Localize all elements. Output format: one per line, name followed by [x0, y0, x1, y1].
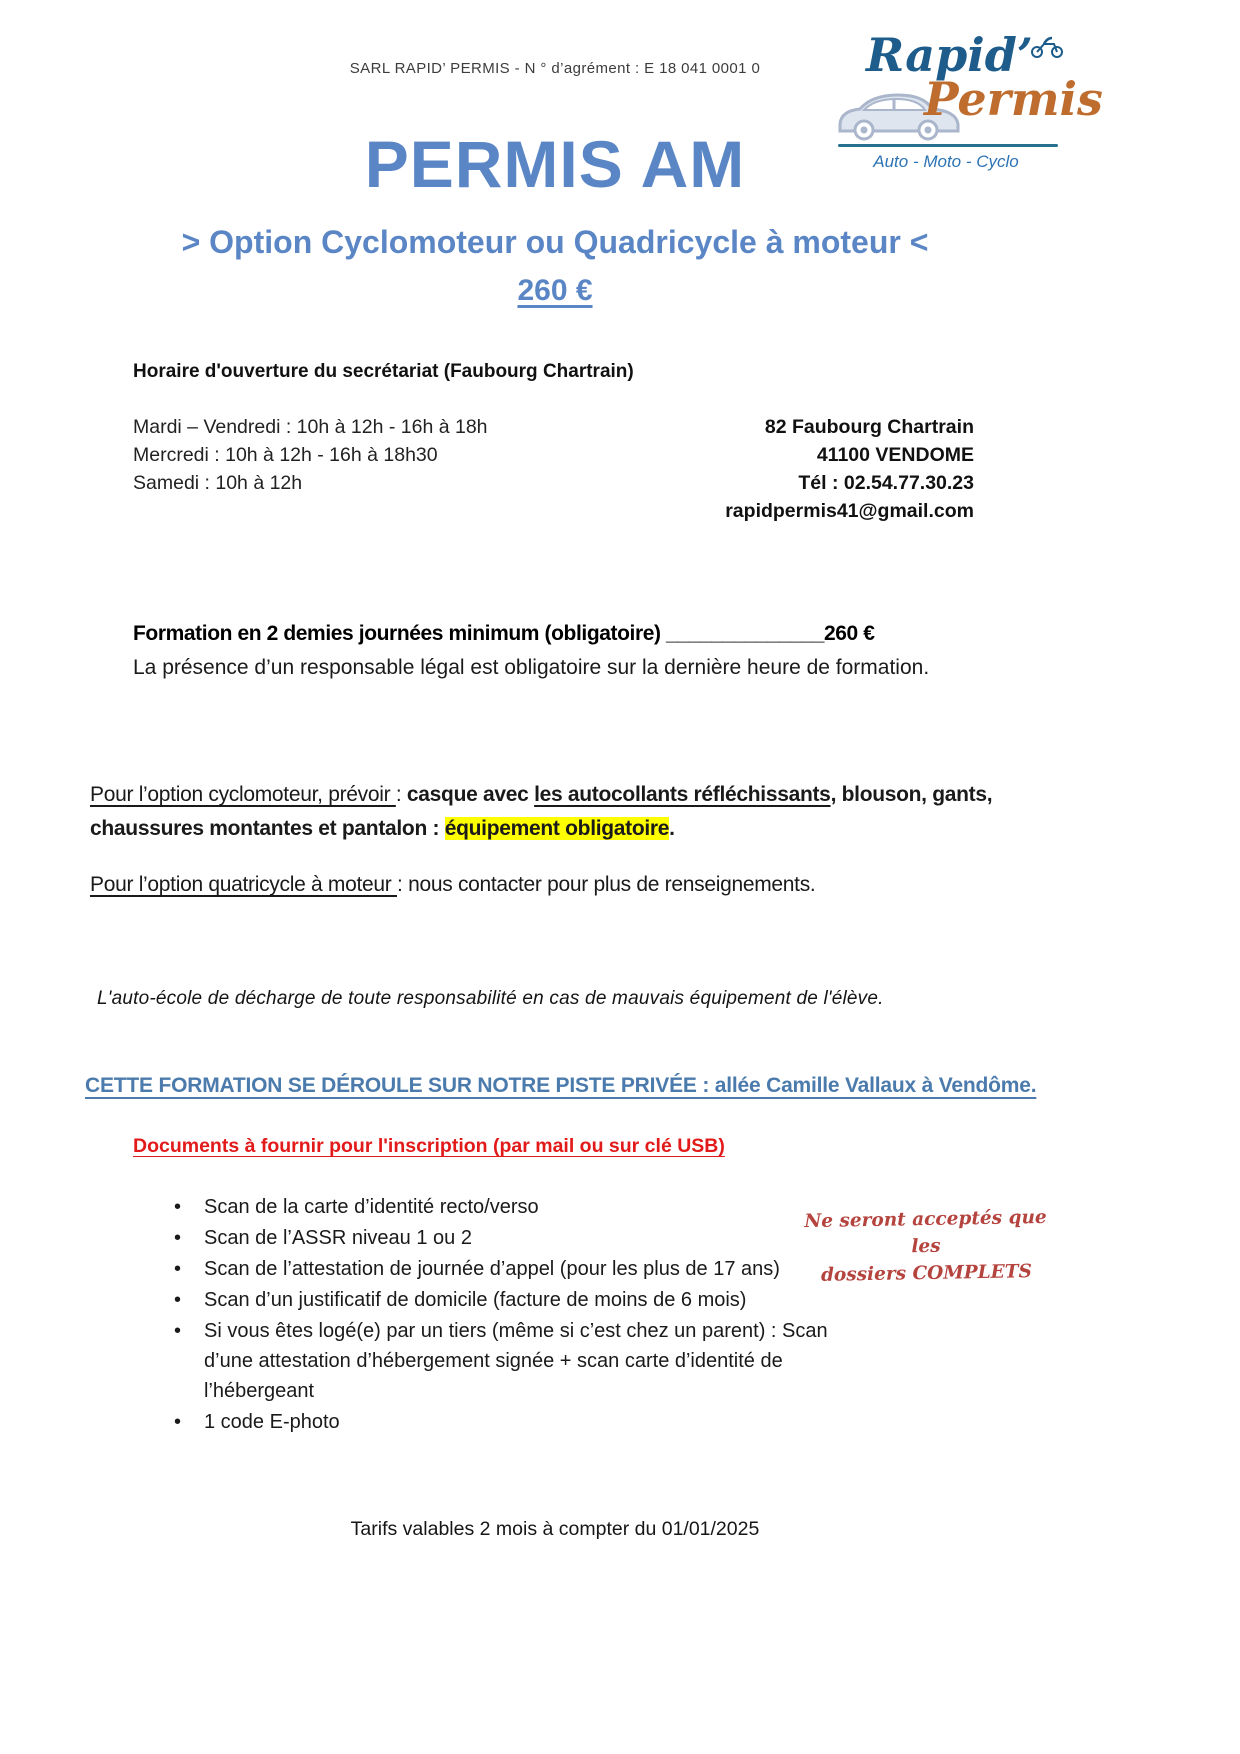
- cyclo-option-separator: :: [395, 783, 407, 806]
- private-track-line: CETTE FORMATION SE DÉROULE SUR NOTRE PISTE PRIVÉE : allée Camille Vallaux à Vendôme.: [85, 1074, 1037, 1097]
- formation-section: [133, 622, 995, 683]
- documents-heading: Documents à fournir pour l'inscription (par mail ou sur clé USB): [133, 1135, 725, 1157]
- liability-disclaimer: L'auto-école de décharge de toute responsabilité en cas de mauvais équipement de l'élève.: [97, 988, 884, 1009]
- cyclo-option-stickers: les autocollants réfléchissants: [534, 783, 831, 806]
- document-item: • Scan de l’attestation de journée d’appel (pour les plus de 17 ans): [170, 1254, 870, 1284]
- hours-line: Samedi : 10h à 12h: [133, 472, 303, 494]
- documents-list: [170, 1192, 870, 1438]
- formation-fill-line: ______________: [660, 622, 824, 645]
- document-item: • Scan de la carte d’identité recto/verso: [170, 1192, 870, 1222]
- hours-heading: Horaire d'ouverture du secrétariat (Faubourg Chartrain): [133, 361, 634, 382]
- cyclo-option-equipment: casque avec: [406, 783, 535, 806]
- motorcycle-icon: [1030, 34, 1064, 58]
- quad-option-paragraph: [90, 873, 1005, 897]
- document-item: • 1 code E-photo: [170, 1407, 870, 1437]
- footer-validity-line: Tarifs valables 2 mois à compter du 01/01/2025: [350, 1518, 760, 1540]
- document-item: • Scan de l’ASSR niveau 1 ou 2: [170, 1223, 870, 1253]
- email-address: rapidpermis41@gmail.com: [725, 500, 974, 522]
- handwritten-note-line: Ne seront acceptés que les: [804, 1206, 1047, 1258]
- hours-line: Mercredi : 10h à 12h - 16h à 18h30: [133, 444, 438, 466]
- cyclo-option-highlight: équipement obligatoire: [444, 817, 670, 840]
- contact-block: [725, 413, 974, 525]
- formation-price: 260 €: [823, 622, 875, 645]
- price-heading: 260 €: [517, 274, 593, 307]
- formation-heading: Formation en 2 demies journées minimum (obligatoire): [133, 622, 661, 645]
- logo-word-permis: Permis: [924, 72, 1103, 126]
- opening-hours: [133, 413, 488, 497]
- handwritten-note-line: dossiers COMPLETS: [820, 1261, 1033, 1286]
- logo-word-rapid: Rapid’: [866, 28, 1033, 82]
- agrement-line: SARL RAPID’ PERMIS - N ° d’agrément : E 18 041 0001 0: [349, 60, 761, 77]
- cyclo-option-equipment-rest: , blouson, gants, chaussures montantes et pantalon :: [90, 783, 993, 840]
- document-item: • Si vous êtes logé(e) par un tiers (même si c’est chez un parent) : Scan d’une attestation d’hébergement signée + scan carte d’identité de l’hébergeant: [170, 1316, 870, 1406]
- phone-number: Tél : 02.54.77.30.23: [798, 472, 974, 494]
- page-title: PERMIS AM: [364, 127, 746, 201]
- quad-option-rest: : nous contacter pour plus de renseignements.: [397, 873, 816, 896]
- address-line: 41100 VENDOME: [816, 444, 974, 466]
- address-line: 82 Faubourg Chartrain: [764, 416, 974, 438]
- cyclo-option-paragraph: [90, 778, 1005, 846]
- hours-line: Mardi – Vendredi : 10h à 12h - 16h à 18h: [133, 416, 488, 438]
- quad-option-lead: Pour l’option quatricycle à moteur: [90, 873, 397, 896]
- logo-tagline: Auto - Moto - Cyclo: [873, 152, 1019, 171]
- document-item: • Scan d’un justificatif de domicile (facture de moins de 6 mois): [170, 1285, 870, 1315]
- formation-heading-line: [133, 622, 995, 646]
- formation-note: La présence d’un responsable légal est obligatoire sur la dernière heure de formation.: [133, 656, 930, 679]
- handwritten-note: [797, 1204, 1054, 1289]
- cyclo-option-period: .: [669, 817, 675, 840]
- cyclo-option-lead: Pour l’option cyclomoteur, prévoir: [90, 783, 396, 806]
- option-subtitle: > Option Cyclomoteur ou Quadricycle à moteur <: [181, 224, 929, 260]
